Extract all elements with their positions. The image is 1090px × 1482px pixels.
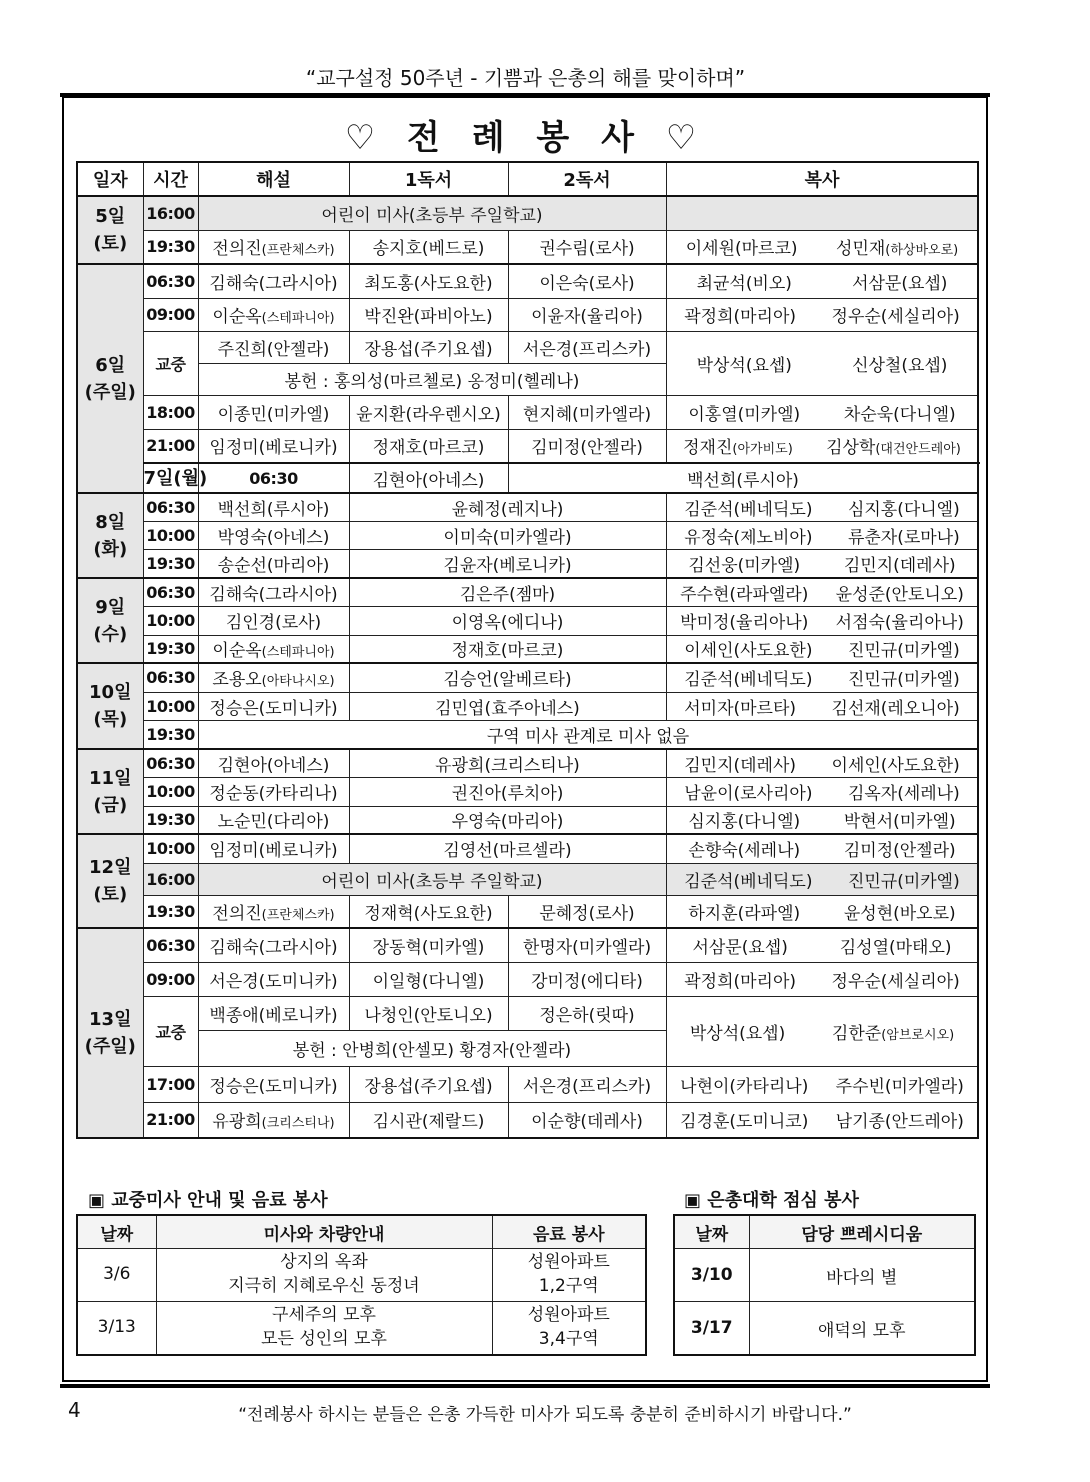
commentator-cell: 임정미(베로니카) [198,429,349,463]
header-drink: 음료 봉사 [492,1215,646,1249]
time-cell: 18:00 [143,395,198,429]
commentator-cell: 김해숙(그라시아) [198,928,349,962]
mass-guide-header-row [77,1215,646,1249]
time-cell: 06:30 [143,928,198,962]
motto: “교구설정 50주년 - 기쁨과 은총의 해를 맞이하며” [305,66,746,90]
time-cell: 06:30 [198,463,349,493]
table-row [77,196,978,230]
lunch-header-row [674,1215,975,1249]
header-date: 날짜 [77,1215,156,1249]
commentator-cell: 김현아(아네스) [198,749,349,777]
servers-cell: 심지홍(다니엘) 박현서(미카엘) [666,806,978,834]
reader1-cell: 최도홍(사도요한) [349,264,508,298]
reader1-cell: 정재혁(사도요한) [349,895,508,928]
commentator-cell: 송순선(마리아) [198,549,349,578]
reader-cell: 김은주(젬마) [349,578,666,606]
time-cell: 06:30 [143,749,198,777]
time-cell: 10:00 [143,834,198,863]
time-cell: 교중 [143,331,198,395]
reader1-cell: 장용섭(주기요셉) [349,1066,508,1102]
servers-cell: 곽정희(마리아) 정우순(세실리아) [666,298,978,331]
reader-cell: 유광희(크리스티나) [349,749,666,777]
day-cell: 9일 (수) [77,578,143,663]
header-time: 시간 [143,162,198,196]
time-cell: 17:00 [143,1066,198,1102]
table-row [77,493,978,521]
bottom-rule [60,1384,990,1388]
commentator-cell: 백선희(루시아) [198,493,349,521]
day-cell: 13일 (주일) [77,928,143,1138]
reader2-cell: 이윤자(율리아) [508,298,666,331]
time-cell: 19:30 [143,230,198,264]
time-cell: 09:00 [143,962,198,996]
servers-cell [666,196,978,230]
commentator-cell: 전의진(프란체스카) [198,895,349,928]
date-cell: 3/6 [77,1249,156,1302]
servers-cell: 나현이(카타리나) 주수빈(미카엘라) [666,1066,978,1102]
day-cell: 7일(월) [143,463,198,493]
servers-cell: 김선웅(미카엘) 김민지(데레사) [666,549,978,578]
servers-cell: 최균석(비오) 서삼문(요셉) [666,264,978,298]
commentator-cell: 이종민(미카엘) [198,395,349,429]
commentator-cell: 박영숙(아네스) [198,521,349,549]
offering-cell: 봉헌 : 홍의성(마르첼로) 옹정미(헬레나) [198,363,666,395]
commentator-cell: 김인경(로사) [198,606,349,635]
reader1-cell: 정재호(마르코) [349,429,508,463]
table-row [77,962,978,996]
servers-cell: 김경훈(도미니코) 남기종(안드레아) [666,1102,978,1138]
mass-guide-title: ▣ 교중미사 안내 및 음료 봉사 [88,1190,328,1211]
reader-cell: 김민엽(효주아네스) [349,692,666,720]
lunch-table [673,1214,976,1356]
merged-cell: 구역 미사 관계로 미사 없음 [198,720,978,749]
servers-cell: 이홍열(미카엘) 차순욱(다니엘) [666,395,978,429]
table-row [77,264,978,298]
time-cell: 16:00 [143,863,198,895]
reader2-cell: 이은숙(로사) [508,264,666,298]
table-row [77,230,978,264]
table-row [674,1302,975,1356]
header-servers: 복사 [666,162,978,196]
reader1-cell: 윤지환(라우렌시오) [349,395,508,429]
day-cell: 5일 (토) [77,196,143,264]
table-row [77,549,978,578]
reader2-cell: 강미정(에디타) [508,962,666,996]
table-row [77,928,978,962]
table-row [77,1102,978,1138]
time-cell: 10:00 [143,521,198,549]
table-row [77,463,978,493]
reader-cell: 백선희(루시아) [508,463,978,493]
servers-cell: 주수현(라파엘라) 윤성준(안토니오) [666,578,978,606]
reader-cell: 우영숙(마리아) [349,806,666,834]
time-cell: 06:30 [143,493,198,521]
reader1-cell: 김시관(제랄드) [349,1102,508,1138]
commentator-cell: 이순옥(스테파니아) [198,298,349,331]
reader-cell: 윤혜정(레지나) [349,493,666,521]
time-cell: 10:00 [143,692,198,720]
header-date: 일자 [77,162,143,196]
reader-cell: 정재호(마르코) [349,635,666,663]
header-reading1: 1독서 [349,162,508,196]
day-cell: 6일 (주일) [77,264,143,493]
commentator-cell: 정순동(카타리나) [198,777,349,806]
table-row [77,863,978,895]
commentator-cell: 유광희(크리스티나) [198,1102,349,1138]
servers-cell: 하지훈(라파엘) 윤성현(바오로) [666,895,978,928]
servers-cell: 서삼문(요셉) 김성열(마태오) [666,928,978,962]
table-row [77,834,978,863]
servers-cell: 이세원(마르코) 성민재(하상바오로) [666,230,978,264]
day-cell: 12일 (토) [77,834,143,928]
reader2-cell: 이순향(데레사) [508,1102,666,1138]
drink-cell: 성원아파트 1,2구역 [492,1249,646,1302]
reader2-cell: 서은경(프리스카) [508,331,666,363]
table-row [77,777,978,806]
servers-cell: 김준석(베네딕도) 진민규(미카엘) [666,863,978,895]
commentator-cell: 백종애(베로니카) [198,996,349,1030]
day-cell: 11일 (금) [77,749,143,834]
reader-cell: 이영옥(에디나) [349,606,666,635]
servers-cell: 손향숙(세레나) 김미정(안젤라) [666,834,978,863]
header-commentary: 해설 [198,162,349,196]
date-cell: 3/10 [674,1249,749,1302]
servers-cell: 서미자(마르타) 김선재(레오니아) [666,692,978,720]
table-row [77,395,978,429]
table-row [77,1066,978,1102]
table-row [77,663,978,692]
drink-cell: 성원아파트 3,4구역 [492,1302,646,1356]
table-row [77,749,978,777]
time-cell: 19:30 [143,549,198,578]
schedule-table [76,161,979,1139]
mass-cell: 상지의 옥좌 지극히 지혜로우신 동정녀 [156,1249,492,1302]
table-row [674,1249,975,1302]
time-cell: 19:30 [143,895,198,928]
commentator-cell: 주진희(안젤라) [198,331,349,363]
table-row [77,298,978,331]
reader1-cell: 나청인(안토니오) [349,996,508,1030]
servers-cell: 정재진(아가비도) 김상학(대건안드레아) [666,429,978,463]
day-cell: 8일 (화) [77,493,143,578]
commentator-cell: 김해숙(그라시아) [198,264,349,298]
lunch-title: ▣ 은총대학 점심 봉사 [684,1190,859,1211]
reader2-cell: 서은경(프리스카) [508,1066,666,1102]
table-row [77,1249,646,1302]
table-row [77,331,978,363]
reader1-cell: 송지호(베드로) [349,230,508,264]
table-row [77,578,978,606]
table-row [77,521,978,549]
reader-cell: 권진아(루치아) [349,777,666,806]
reader1-cell: 장용섭(주기요셉) [349,331,508,363]
table-row [77,996,978,1030]
reader-cell: 김승언(알베르타) [349,663,666,692]
servers-cell: 박미정(율리아나) 서점숙(율리아나) [666,606,978,635]
reader1-cell: 장동혁(미카엘) [349,928,508,962]
reader2-cell: 김미정(안젤라) [508,429,666,463]
commentator-cell: 이순옥(스테파니아) [198,635,349,663]
servers-cell: 곽정희(마리아) 정우순(세실리아) [666,962,978,996]
commentator-cell: 조용오(아타나시오) [198,663,349,692]
table-row [77,692,978,720]
day-cell: 10일 (목) [77,663,143,749]
reader2-cell: 문혜정(로사) [508,895,666,928]
time-cell: 19:30 [143,806,198,834]
servers-cell: 김준석(베네딕도) 진민규(미카엘) [666,663,978,692]
date-cell: 3/13 [77,1302,156,1356]
commentator-cell: 정승은(도미니카) [198,1066,349,1102]
time-cell: 06:30 [143,663,198,692]
reader2-cell: 정은하(릿따) [508,996,666,1030]
reader1-cell: 이일형(다니엘) [349,962,508,996]
time-cell: 06:30 [143,578,198,606]
reader-cell: 이미숙(미카엘라) [349,521,666,549]
page-number: 4 [68,1398,81,1422]
reader-cell: 김영선(마르셀라) [349,834,666,863]
servers-cell: 남윤이(로사리아) 김옥자(세레나) [666,777,978,806]
header-date: 날짜 [674,1215,749,1249]
time-cell: 16:00 [143,196,198,230]
time-cell: 09:00 [143,298,198,331]
table-row [77,895,978,928]
offering-cell: 봉헌 : 안병희(안셀모) 황경자(안젤라) [198,1030,666,1066]
reader2-cell: 한명자(미카엘라) [508,928,666,962]
mass-cell: 구세주의 모후 모든 성인의 모후 [156,1302,492,1356]
merged-cell: 어린이 미사(초등부 주일학교) [198,196,666,230]
commentator-cell: 임정미(베로니카) [198,834,349,863]
mass-guide-table [76,1214,647,1356]
team-cell: 바다의 별 [749,1249,975,1302]
time-cell: 19:30 [143,635,198,663]
servers-cell: 박상석(요셉) 김한준(암브로시오) [666,996,978,1066]
team-cell: 애덕의 모후 [749,1302,975,1356]
schedule-header-row [77,162,978,196]
commentator-cell: 전의진(프란체스카) [198,230,349,264]
time-cell: 교중 [143,996,198,1066]
reader2-cell: 권수림(로사) [508,230,666,264]
servers-cell: 김민지(데레사) 이세인(사도요한) [666,749,978,777]
table-row [77,806,978,834]
header-mass: 미사와 차량안내 [156,1215,492,1249]
time-cell: 21:00 [143,429,198,463]
time-cell: 19:30 [143,720,198,749]
header-team: 담당 쁘레시디움 [749,1215,975,1249]
commentator-cell: 김현아(아네스) [349,463,508,493]
time-cell: 10:00 [143,777,198,806]
table-row [77,635,978,663]
reader2-cell: 현지혜(미카엘라) [508,395,666,429]
time-cell: 10:00 [143,606,198,635]
commentator-cell: 정승은(도미니카) [198,692,349,720]
servers-cell: 박상석(요셉) 신상철(요셉) [666,331,978,395]
servers-cell: 이세인(사도요한) 진민규(미카엘) [666,635,978,663]
table-row [77,720,978,749]
date-cell: 3/17 [674,1302,749,1356]
commentator-cell: 노순민(다리아) [198,806,349,834]
reader-cell: 김윤자(베로니카) [349,549,666,578]
servers-cell: 김준석(베네딕도) 심지홍(다니엘) [666,493,978,521]
merged-cell: 어린이 미사(초등부 주일학교) [198,863,666,895]
reader1-cell: 박진완(파비아노) [349,298,508,331]
footer-note: “전례봉사 하시는 분들은 은총 가득한 미사가 되도록 충분히 준비하시기 바랍니다.” [238,1405,852,1425]
table-row [77,1302,646,1356]
time-cell: 06:30 [143,264,198,298]
time-cell: 21:00 [143,1102,198,1138]
page-title: ♡ 전 례 봉 사 ♡ [344,118,707,158]
commentator-cell: 김해숙(그라시아) [198,578,349,606]
table-row [77,429,978,463]
table-row [77,606,978,635]
header-reading2: 2독서 [508,162,666,196]
commentator-cell: 서은경(도미니카) [198,962,349,996]
servers-cell: 유정숙(제노비아) 류춘자(로마나) [666,521,978,549]
